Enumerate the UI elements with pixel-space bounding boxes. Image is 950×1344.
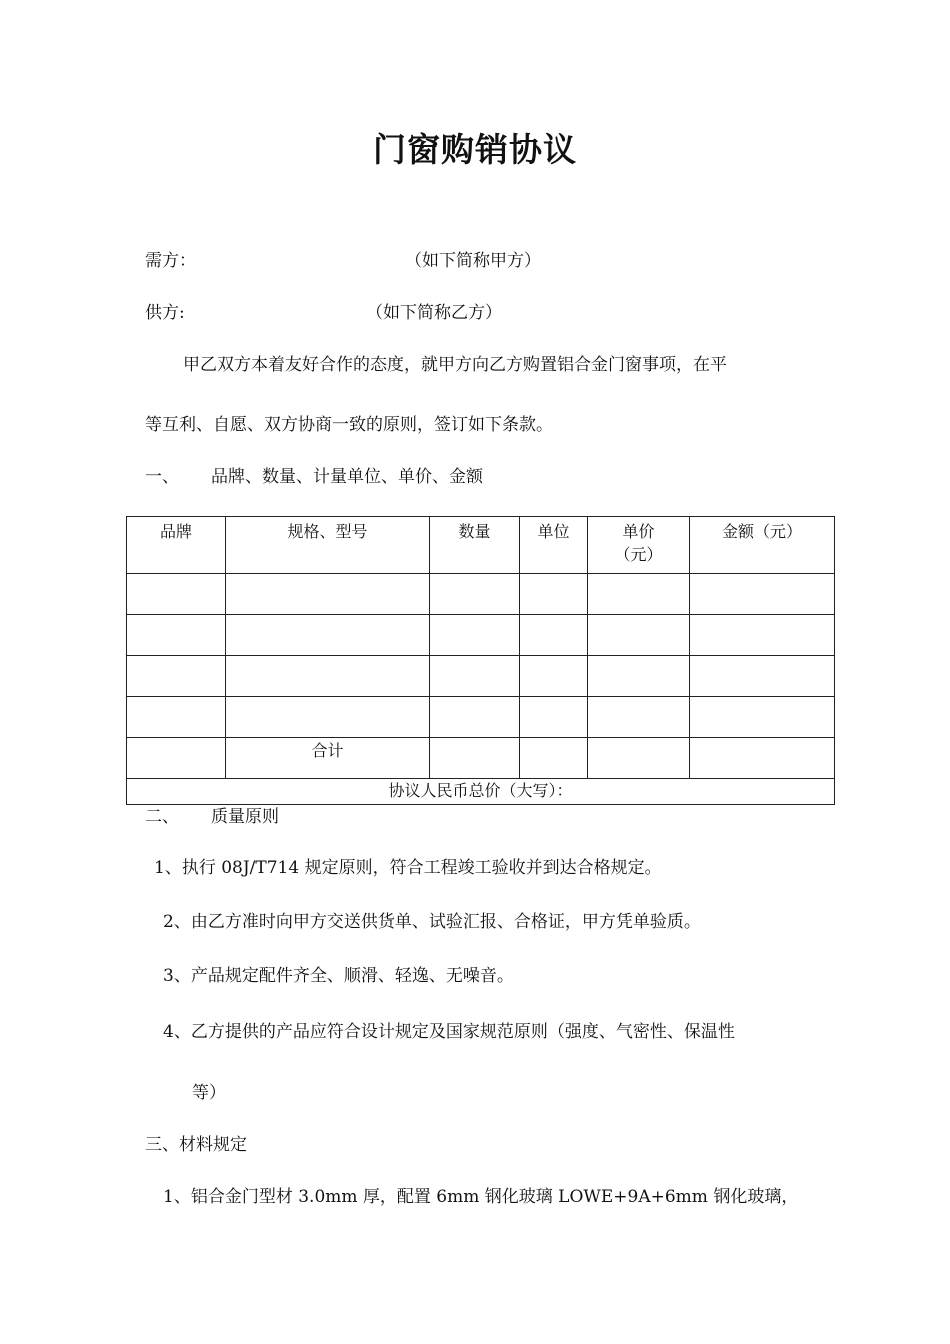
table-cell <box>127 656 226 697</box>
supplier-label: 供方: <box>145 303 185 323</box>
table-cell <box>520 656 588 697</box>
table-cell <box>430 697 520 738</box>
table-cell <box>520 615 588 656</box>
buyer-note: （如下简称甲方） <box>405 251 541 271</box>
material-item-1: 1、铝合金门型材 3.0mm 厚，配置 6mm 钢化玻璃 LOWE+9A+6mm 钢化玻璃， <box>163 1187 799 1207</box>
table-cell <box>588 615 690 656</box>
table-cell <box>690 697 835 738</box>
table-cell <box>226 697 430 738</box>
total-price-in-words-label: 协议人民币总价（大写）： <box>127 779 835 805</box>
table-cell <box>588 738 690 779</box>
table-cell <box>226 656 430 697</box>
table-sum-row <box>127 779 835 805</box>
table-cell <box>588 574 690 615</box>
header-unit: 单位 <box>520 517 588 574</box>
buyer-label: 需方： <box>145 251 196 271</box>
header-unit-price: 单价（元） <box>588 517 690 574</box>
table-cell <box>690 738 835 779</box>
total-label: 合计 <box>226 738 430 779</box>
table-cell <box>430 615 520 656</box>
quality-item-2: 2、由乙方准时向甲方交送供货单、试验汇报、合格证，甲方凭单验质。 <box>163 912 701 932</box>
table-cell <box>430 574 520 615</box>
section-1-title: 品牌、数量、计量单位、单价、金额 <box>211 467 483 487</box>
table-cell <box>588 656 690 697</box>
table-row <box>127 574 835 615</box>
table-row <box>127 656 835 697</box>
quality-item-4: 4、乙方提供的产品应符合设计规定及国家规范原则（强度、气密性、保温性 <box>163 1022 735 1042</box>
header-quantity: 数量 <box>430 517 520 574</box>
document-title: 门窗购销协议 <box>373 130 577 169</box>
table-total-row <box>127 738 835 779</box>
table-cell <box>520 697 588 738</box>
table-cell <box>226 574 430 615</box>
table-cell <box>690 574 835 615</box>
quality-item-4-continued: 等） <box>192 1083 226 1103</box>
section-2-title: 质量原则 <box>211 807 279 827</box>
quality-item-1: 1、执行 08J/T714 规定原则，符合工程竣工验收并到达合格规定。 <box>154 858 662 878</box>
header-spec-model: 规格、型号 <box>226 517 430 574</box>
table-row <box>127 697 835 738</box>
table-cell <box>588 697 690 738</box>
table-cell <box>430 656 520 697</box>
quality-item-3: 3、产品规定配件齐全、顺滑、轻逸、无噪音。 <box>163 966 514 986</box>
table-cell <box>520 574 588 615</box>
table-cell <box>430 738 520 779</box>
product-table <box>126 516 835 805</box>
section-3-title: 三、材料规定 <box>145 1135 247 1155</box>
table-cell <box>226 615 430 656</box>
header-amount: 金额（元） <box>690 517 835 574</box>
table-cell <box>127 697 226 738</box>
table-cell <box>127 574 226 615</box>
intro-line-1: 甲乙双方本着友好合作的态度，就甲方向乙方购置铝合金门窗事项，在平 <box>183 355 727 375</box>
table-cell <box>520 738 588 779</box>
section-2-number: 二、 <box>145 807 179 827</box>
table-row <box>127 615 835 656</box>
table-header-row <box>127 517 835 574</box>
supplier-note: （如下简称乙方） <box>366 303 502 323</box>
table-cell <box>127 615 226 656</box>
header-brand: 品牌 <box>127 517 226 574</box>
intro-line-2: 等互利、自愿、双方协商一致的原则，签订如下条款。 <box>145 415 553 435</box>
table-cell <box>127 738 226 779</box>
table-cell <box>690 656 835 697</box>
table-cell <box>690 615 835 656</box>
section-1-number: 一、 <box>145 467 179 487</box>
